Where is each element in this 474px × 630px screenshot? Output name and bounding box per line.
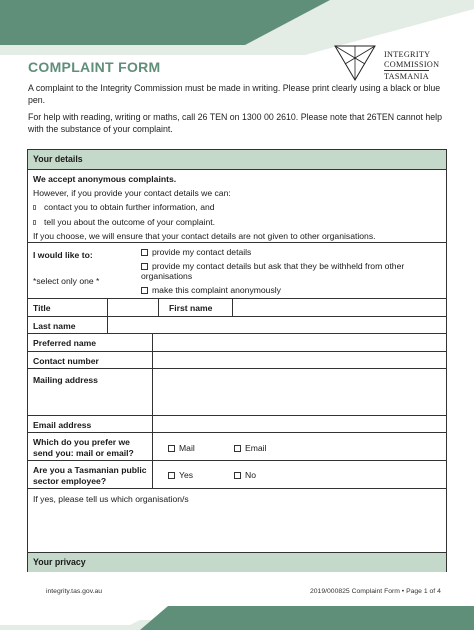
send-preference-label: Which do you prefer we send you: mail or email?	[33, 437, 134, 458]
checkbox-icon[interactable]	[234, 472, 241, 479]
anonymous-info-block	[28, 170, 446, 243]
last-name-label: Last name	[33, 321, 76, 331]
checkbox-icon[interactable]	[141, 249, 148, 256]
bullet-icon	[33, 205, 36, 210]
intro-paragraph-2: For help with reading, writing or maths, call 26 TEN on 1300 00 2610. Please note that 26TEN cannot help with the substance of your complaint.	[28, 112, 443, 134]
select-one-hint: *select only one *	[33, 276, 100, 286]
option-email[interactable]: Email	[234, 443, 267, 453]
intro-paragraph-1: A complaint to the Integrity Commission must be made in writing. Please print clearly using a black or blue pen.	[28, 83, 441, 105]
checkbox-icon[interactable]	[234, 445, 241, 452]
footer-page-info: 2019/000825 Complaint Form • Page 1 of 4	[310, 588, 441, 595]
option-provide-details[interactable]: provide my contact details	[141, 247, 251, 257]
organisation-row[interactable]	[28, 489, 446, 553]
bullet-item: tell you about the outcome of your complaint.	[33, 217, 215, 227]
organisation-prompt: If yes, please tell us which organisation/s	[33, 494, 189, 504]
send-preference-row	[28, 433, 446, 461]
option-yes[interactable]: Yes	[168, 470, 193, 480]
checkbox-icon[interactable]	[168, 445, 175, 452]
bullet-icon	[33, 220, 36, 225]
title-label: Title	[33, 303, 51, 313]
option-withhold-details[interactable]: provide my contact details but ask that they be withheld from other organisations	[141, 261, 405, 281]
would-like-label: I would like to:	[33, 250, 93, 260]
mailing-address-label: Mailing address	[33, 375, 98, 385]
mailing-address-row	[28, 369, 446, 416]
footer-website: integrity.tas.gov.au	[46, 588, 103, 595]
email-address-row	[28, 416, 446, 433]
public-sector-label: Are you a Tasmanian public sector employee?	[33, 465, 147, 486]
intro-text	[28, 83, 448, 141]
checkbox-icon[interactable]	[141, 263, 148, 270]
anonymous-note: If you choose, we will ensure that your contact details are not given to other organisations.	[33, 231, 376, 241]
option-mail[interactable]: Mail	[168, 443, 195, 453]
option-anonymous[interactable]: make this complaint anonymously	[141, 285, 281, 295]
your-privacy-header: Your privacy	[28, 553, 446, 572]
option-no[interactable]: No	[234, 470, 256, 480]
title-firstname-row	[28, 299, 446, 317]
last-name-row	[28, 317, 446, 334]
email-address-label: Email address	[33, 420, 92, 430]
preferred-name-label: Preferred name	[33, 338, 97, 348]
complaint-form	[27, 149, 447, 572]
checkbox-icon[interactable]	[168, 472, 175, 479]
logo-wordmark: INTEGRITY COMMISSION TASMANIA	[384, 50, 440, 81]
your-details-header: Your details	[28, 150, 446, 170]
contact-number-label: Contact number	[33, 356, 99, 366]
first-name-label: First name	[169, 303, 213, 313]
bullet-item: contact you to obtain further information, and	[33, 202, 215, 212]
footer-band	[0, 598, 474, 630]
checkbox-icon[interactable]	[141, 287, 148, 294]
page-title: COMPLAINT FORM	[28, 59, 161, 75]
anonymous-intro: However, if you provide your contact details we can:	[33, 188, 231, 198]
contact-preference-row	[28, 243, 446, 299]
preferred-name-row	[28, 334, 446, 352]
public-sector-row	[28, 461, 446, 489]
contact-number-row	[28, 352, 446, 369]
anonymous-title: We accept anonymous complaints.	[33, 174, 177, 184]
